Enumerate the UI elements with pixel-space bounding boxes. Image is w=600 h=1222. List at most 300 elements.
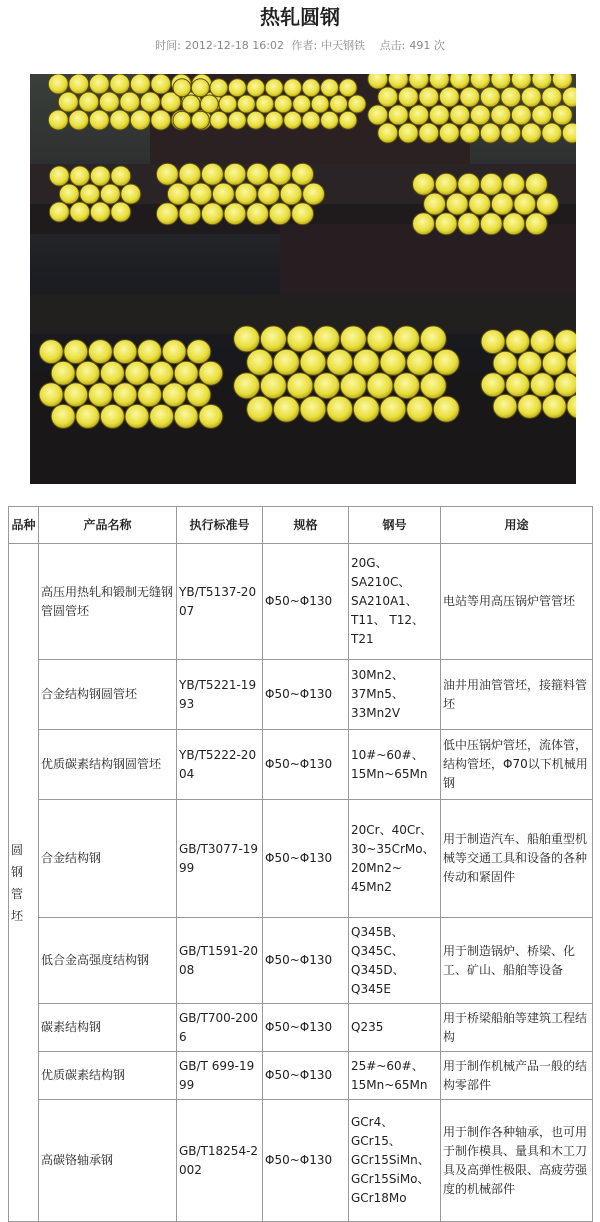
bar-end-face (413, 213, 435, 235)
bar-end-face (292, 163, 314, 185)
bar-end-face (247, 203, 269, 225)
bar-end-face (353, 349, 379, 375)
steel-grade-cell (349, 1052, 441, 1100)
bar-end-face (460, 87, 480, 107)
steel-grade-line: GCr4、 (351, 1115, 394, 1129)
steel-grade-line: 20Mn2~ (351, 860, 402, 875)
table-row (9, 1100, 593, 1222)
standard-cell: GB/T700-2006 (177, 1004, 263, 1052)
author-value: 中天钢铁 (321, 39, 366, 52)
bar-end-face (138, 340, 162, 364)
bar-end-face (321, 79, 339, 97)
bar-end-face (265, 79, 283, 97)
bar-end-face (39, 383, 63, 407)
bar-end-face (480, 123, 500, 143)
bar-end-face (353, 396, 379, 422)
bar-end-face (480, 173, 502, 195)
bar-end-face (247, 111, 265, 129)
bar-end-face (536, 193, 558, 215)
bar-end-face (256, 95, 274, 113)
bar-end-face (435, 173, 457, 195)
bar-end-face (247, 163, 269, 185)
standard-cell: GB/T 699-1999 (177, 1052, 263, 1100)
bar-end-face (260, 326, 286, 352)
bar-end-face (273, 396, 299, 422)
bar-end-face (130, 110, 150, 130)
steel-grade-line: 20G、 (351, 556, 388, 570)
bar-end-face (162, 383, 186, 407)
clicks-value: 491 次 (409, 39, 445, 52)
bar-end-face (228, 111, 246, 129)
bar-end-face (219, 95, 237, 113)
table-row (9, 730, 593, 800)
bar-end-face (190, 183, 212, 205)
size-cell: Φ50~Φ130 (263, 1100, 349, 1222)
header-variety: 品种 (9, 507, 39, 544)
bar-end-face (247, 396, 273, 422)
bar-end-face (110, 74, 130, 94)
steel-grade-cell (349, 660, 441, 730)
bar-end-face (300, 396, 326, 422)
bar-end-face (470, 74, 490, 89)
size-cell: Φ50~Φ130 (263, 660, 349, 730)
bar-bundle-body (280, 224, 576, 294)
product-name-cell: 优质碳素结构钢圆管坯 (39, 730, 177, 800)
bar-end-face (433, 349, 459, 375)
bar-end-face (480, 87, 500, 107)
bar-end-face (182, 95, 200, 113)
standard-cell: YB/T5137-2007 (177, 544, 263, 660)
bar-end-face (518, 394, 542, 418)
bar-end-face (274, 95, 292, 113)
table-row (9, 1004, 593, 1052)
table-row (9, 544, 593, 660)
bar-end-face (88, 383, 112, 407)
steel-grade-line: T11、 T12、 (351, 613, 425, 627)
header-usage: 用途 (441, 507, 593, 544)
bar-end-face (493, 394, 517, 418)
bar-end-face (150, 361, 174, 385)
steel-grade-line: GCr18Mo (351, 1191, 407, 1205)
bar-end-face (88, 340, 112, 364)
bar-end-face (302, 79, 320, 97)
bar-end-face (191, 79, 209, 97)
steel-grade-line: GCr15、 (351, 1134, 401, 1148)
bar-end-face (79, 92, 99, 112)
bar-end-face (70, 166, 90, 186)
bar-end-face (100, 404, 124, 428)
bar-end-face (138, 383, 162, 407)
bar-end-face (234, 326, 260, 352)
bar-end-face (151, 110, 171, 130)
steel-grade-line: T21 (351, 632, 374, 646)
bar-end-face (237, 95, 255, 113)
bar-end-face (48, 74, 68, 94)
bar-end-face (51, 361, 75, 385)
standard-cell: GB/T3077-1999 (177, 800, 263, 918)
bar-end-face (491, 193, 513, 215)
steel-grade-line: 20Cr、40Cr、 (351, 822, 433, 837)
steel-grade-line: 37Mn5、 (351, 687, 404, 701)
header-product-name: 产品名称 (39, 507, 177, 544)
bar-end-face (511, 105, 531, 125)
steel-grade-line: GCr15SiMo、 (351, 1172, 430, 1186)
bar-end-face (542, 87, 562, 107)
bar-end-face (314, 373, 340, 399)
bar-end-face (450, 105, 470, 125)
bar-end-face (258, 183, 280, 205)
bar-end-face (552, 105, 572, 125)
bar-end-face (76, 361, 100, 385)
bar-end-face (210, 111, 228, 129)
product-name-cell: 合金结构钢圆管坯 (39, 660, 177, 730)
bar-end-face (409, 105, 429, 125)
steel-grade-line: 33Mn2V (351, 706, 401, 720)
steel-grade-line: SA210A1、 (351, 594, 418, 608)
bar-end-face (407, 349, 433, 375)
table-header-row (9, 507, 593, 544)
product-name-cell: 合金结构钢 (39, 800, 177, 918)
bar-end-face (59, 184, 79, 204)
bar-end-face (368, 74, 388, 89)
steel-bars-image (30, 74, 576, 484)
steel-grade-cell (349, 918, 441, 1004)
bar-end-face (542, 123, 562, 143)
bar-end-face (480, 213, 502, 235)
header-standard: 执行标准号 (177, 507, 263, 544)
bar-end-face (530, 330, 554, 354)
bar-end-face (506, 330, 530, 354)
bar-end-face (89, 110, 109, 130)
variety-char: 圆 (11, 842, 24, 857)
time-label: 时间: (155, 39, 181, 52)
product-name-cell: 低合金高强度结构钢 (39, 918, 177, 1004)
bar-end-face (368, 105, 388, 125)
bar-end-face (247, 349, 273, 375)
standard-cell: YB/T5222-2004 (177, 730, 263, 800)
bar-end-face (398, 87, 418, 107)
bar-end-face (228, 79, 246, 97)
steel-grade-line: 25#~60#、 (351, 1058, 424, 1073)
bar-end-face (224, 203, 246, 225)
bar-end-face (327, 349, 353, 375)
bar-end-face (284, 111, 302, 129)
bar-end-face (458, 213, 480, 235)
bar-end-face (69, 110, 89, 130)
bar-end-face (173, 111, 191, 129)
steel-grade-cell (349, 544, 441, 660)
bar-end-face (398, 123, 418, 143)
bar-end-face (388, 74, 408, 89)
steel-grade-line: Q345D、 (351, 962, 405, 977)
steel-grade-line: Q345B、 (351, 924, 404, 939)
bar-end-face (100, 361, 124, 385)
bar-end-face (76, 404, 100, 428)
bar-end-face (481, 373, 505, 397)
variety-char: 管 (11, 886, 24, 901)
bar-end-face (39, 340, 63, 364)
bar-end-face (167, 183, 189, 205)
bar-end-face (339, 111, 357, 129)
usage-cell: 电站等用高压锅炉管管坯 (441, 544, 593, 660)
specification-table (8, 506, 593, 1222)
bar-end-face (120, 92, 140, 112)
bar-end-face (506, 373, 530, 397)
size-cell: Φ50~Φ130 (263, 544, 349, 660)
bar-end-face (503, 213, 525, 235)
steel-grade-cell (349, 1004, 441, 1052)
bar-end-face (378, 123, 398, 143)
bar-end-face (156, 163, 178, 185)
bar-end-face (212, 183, 234, 205)
table-row (9, 800, 593, 918)
bar-end-face (280, 183, 302, 205)
bar-end-face (90, 166, 110, 186)
bar-end-face (327, 396, 353, 422)
bar-end-face (247, 79, 265, 97)
bar-end-face (121, 184, 141, 204)
bar-end-face (111, 202, 131, 222)
bar-end-face (269, 163, 291, 185)
bar-end-face (179, 163, 201, 185)
size-cell: Φ50~Φ130 (263, 730, 349, 800)
product-name-cell: 高压用热轧和锻制无缝钢管圆管坯 (39, 544, 177, 660)
bar-end-face (491, 105, 511, 125)
bar-end-face (224, 163, 246, 185)
bar-end-face (80, 184, 100, 204)
standard-cell: GB/T1591-2008 (177, 918, 263, 1004)
bar-end-face (269, 203, 291, 225)
size-cell: Φ50~Φ130 (263, 800, 349, 918)
bar-end-face (48, 110, 68, 130)
bar-end-face (173, 79, 191, 97)
bar-end-face (314, 326, 340, 352)
bar-end-face (303, 183, 325, 205)
bar-end-face (521, 87, 541, 107)
bar-end-face (187, 340, 211, 364)
bar-end-face (162, 340, 186, 364)
bar-end-face (491, 74, 511, 89)
bar-end-face (469, 193, 491, 215)
bar-end-face (287, 373, 313, 399)
bar-end-face (99, 92, 119, 112)
steel-grade-line: SA210C、 (351, 575, 411, 589)
bar-end-face (51, 404, 75, 428)
bar-end-face (340, 326, 366, 352)
steel-grade-line: 10#~60#、 (351, 747, 424, 762)
standard-cell: GB/T18254-2002 (177, 1100, 263, 1222)
bar-end-face (100, 184, 120, 204)
usage-cell: 油井用油管管坯，接箍料管坯 (441, 660, 593, 730)
bar-end-face (273, 349, 299, 375)
bar-end-face (380, 396, 406, 422)
bar-end-face (433, 396, 459, 422)
steel-grade-line: 30~35CrMo、 (351, 841, 435, 856)
steel-grade-line: 15Mn~65Mn (351, 1077, 428, 1092)
bar-end-face (174, 361, 198, 385)
bar-end-face (49, 166, 69, 186)
steel-grade-line: 30Mn2、 (351, 668, 404, 682)
bar-end-face (292, 203, 314, 225)
time-value: 2012-12-18 16:02 (184, 39, 284, 52)
bar-end-face (394, 373, 420, 399)
bar-end-face (151, 74, 171, 94)
table-row (9, 660, 593, 730)
bar-end-face (530, 373, 554, 397)
usage-cell: 用于制造汽车、船舶重型机械等交通工具和设备的各种传动和紧固件 (441, 800, 593, 918)
usage-cell: 低中压锅炉管坯，流体管，结构管坯，Φ70以下机械用钢 (441, 730, 593, 800)
bar-end-face (201, 203, 223, 225)
clicks-label: 点击: (379, 39, 406, 52)
author-label: 作者: (291, 39, 318, 52)
bar-end-face (501, 87, 521, 107)
bar-end-face (200, 95, 218, 113)
bar-end-face (64, 383, 88, 407)
steel-grade-line: GCr15SiMn、 (351, 1153, 430, 1167)
bar-end-face (113, 383, 137, 407)
bar-end-face (58, 92, 78, 112)
bar-end-face (503, 173, 525, 195)
article-meta (0, 38, 600, 54)
steel-grade-line: Q235 (351, 1020, 384, 1034)
bar-end-face (199, 404, 223, 428)
bar-end-face (156, 203, 178, 225)
bar-end-face (518, 351, 542, 375)
bar-end-face (235, 183, 257, 205)
bar-end-face (234, 373, 260, 399)
bar-end-face (542, 394, 566, 418)
steel-grade-cell (349, 800, 441, 918)
bar-end-face (439, 87, 459, 107)
bar-end-face (125, 404, 149, 428)
bar-end-face (69, 74, 89, 94)
bar-end-face (532, 74, 552, 89)
bar-end-face (429, 105, 449, 125)
bar-end-face (446, 193, 468, 215)
bar-end-face (429, 74, 449, 89)
bar-end-face (311, 95, 329, 113)
bar-end-face (125, 361, 149, 385)
bar-end-face (542, 351, 566, 375)
variety-cell (9, 544, 39, 1222)
steel-grade-line: 15Mn~65Mn (351, 766, 428, 781)
bar-end-face (424, 193, 446, 215)
bar-end-face (435, 213, 457, 235)
bar-end-face (113, 340, 137, 364)
bar-end-face (555, 373, 576, 397)
bar-end-face (201, 163, 223, 185)
bar-end-face (111, 166, 131, 186)
steel-grade-line: 45Mn2 (351, 879, 392, 894)
bar-end-face (140, 92, 160, 112)
bar-end-face (407, 396, 433, 422)
bar-end-face (552, 74, 572, 89)
bar-end-face (460, 123, 480, 143)
bar-end-face (302, 111, 320, 129)
bar-end-face (420, 326, 446, 352)
bar-end-face (321, 111, 339, 129)
variety-char: 坯 (11, 908, 24, 923)
bar-end-face (284, 79, 302, 97)
bar-end-face (470, 105, 490, 125)
bar-end-face (419, 123, 439, 143)
bar-end-face (481, 330, 505, 354)
bar-end-face (419, 87, 439, 107)
steel-grade-line: Q345C、 (351, 943, 404, 958)
bar-end-face (380, 349, 406, 375)
bar-end-face (174, 404, 198, 428)
bar-end-face (525, 213, 547, 235)
bar-end-face (339, 79, 357, 97)
steel-grade-line: Q345E (351, 981, 391, 996)
size-cell: Φ50~Φ130 (263, 918, 349, 1004)
product-name-cell: 优质碳素结构钢 (39, 1052, 177, 1100)
usage-cell: 用于制作各种轴承，也可用于制作模具、量具和木工刀具及高弹性极限、高疲劳强度的机械部件 (441, 1100, 593, 1222)
bar-end-face (330, 95, 348, 113)
bar-end-face (420, 373, 446, 399)
bar-end-face (409, 74, 429, 89)
header-steel-grade: 钢号 (349, 507, 441, 544)
size-cell: Φ50~Φ130 (263, 1004, 349, 1052)
article-title: 热轧圆钢 (260, 5, 340, 29)
product-name-cell: 高碳铬轴承钢 (39, 1100, 177, 1222)
usage-cell: 用于制作机械产品一般的结构零部件 (441, 1052, 593, 1100)
usage-cell: 用于桥梁船舶等建筑工程结构 (441, 1004, 593, 1052)
size-cell: Φ50~Φ130 (263, 1052, 349, 1100)
bar-end-face (521, 123, 541, 143)
bar-end-face (260, 373, 286, 399)
bar-end-face (511, 74, 531, 89)
bar-end-face (525, 173, 547, 195)
bar-end-face (458, 173, 480, 195)
bar-end-face (210, 79, 228, 97)
steel-grade-cell (349, 730, 441, 800)
bar-end-face (388, 105, 408, 125)
bar-end-face (493, 351, 517, 375)
bar-end-face (70, 202, 90, 222)
bar-end-face (340, 373, 366, 399)
bar-end-face (555, 330, 576, 354)
bar-end-face (532, 105, 552, 125)
table-row (9, 918, 593, 1004)
bar-end-face (179, 203, 201, 225)
bar-end-face (439, 123, 459, 143)
bar-end-face (265, 111, 283, 129)
variety-char: 钢 (11, 864, 24, 879)
bar-end-face (394, 326, 420, 352)
bar-end-face (413, 173, 435, 195)
bar-end-face (89, 74, 109, 94)
bar-end-face (348, 95, 366, 113)
bar-end-face (367, 373, 393, 399)
steel-grade-cell (349, 1100, 441, 1222)
standard-cell: YB/T5221-1993 (177, 660, 263, 730)
product-name-cell: 碳素结构钢 (39, 1004, 177, 1052)
bar-end-face (64, 340, 88, 364)
bar-end-face (90, 202, 110, 222)
bar-end-face (150, 404, 174, 428)
bar-end-face (110, 110, 130, 130)
bar-end-face (293, 95, 311, 113)
bar-end-face (49, 202, 69, 222)
bar-end-face (378, 87, 398, 107)
steel-bars-photo (30, 74, 576, 484)
bar-end-face (501, 123, 521, 143)
header-size: 规格 (263, 507, 349, 544)
bar-end-face (130, 74, 150, 94)
bar-end-face (287, 326, 313, 352)
table-row (9, 1052, 593, 1100)
